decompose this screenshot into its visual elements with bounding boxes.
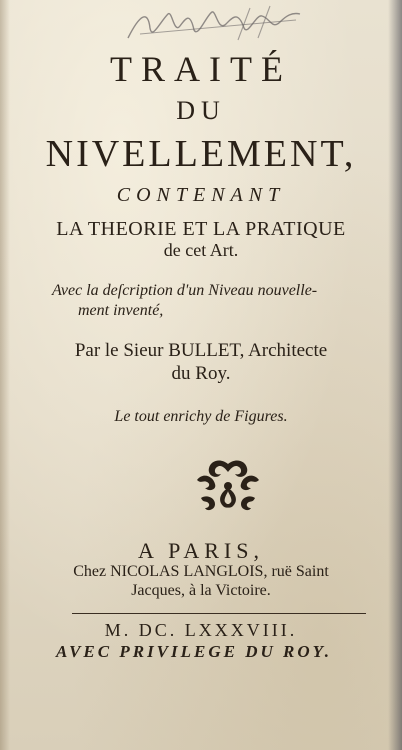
author-line: Par le Sieur BULLET, Architecte bbox=[74, 340, 328, 361]
title-line-traite: TRAITÉ bbox=[110, 49, 292, 89]
theory-line: LA THEORIE ET LA PRATIQUE bbox=[56, 218, 346, 240]
floral-ornament-icon bbox=[193, 458, 263, 516]
publication-year: M. DC. LXXXVIII. bbox=[104, 620, 298, 640]
imprint-publisher: Chez NICOLAS LANGLOIS, ruë Saint bbox=[73, 563, 329, 580]
description-line: Avec la deſcription d'un Niveau nouvelle- bbox=[52, 282, 318, 299]
title-line-du: DU bbox=[176, 96, 226, 125]
divider-rule bbox=[72, 613, 366, 614]
title-line-nivellement: NIVELLEMENT, bbox=[45, 133, 357, 175]
description-line-2: ment inventé, bbox=[78, 302, 164, 319]
author-line-2: du Roy. bbox=[171, 363, 231, 384]
privilege-line: AVEC PRIVILEGE DU ROY. bbox=[56, 642, 333, 661]
imprint-city: A PARIS, bbox=[137, 538, 264, 563]
theory-line-2: de cet Art. bbox=[163, 240, 239, 260]
contenant-line: CONTENANT bbox=[116, 184, 286, 206]
imprint-address: Jacques, à la Victoire. bbox=[131, 582, 271, 599]
handwritten-signature bbox=[120, 4, 310, 44]
figures-line: Le tout enrichy de Figures. bbox=[114, 408, 288, 425]
